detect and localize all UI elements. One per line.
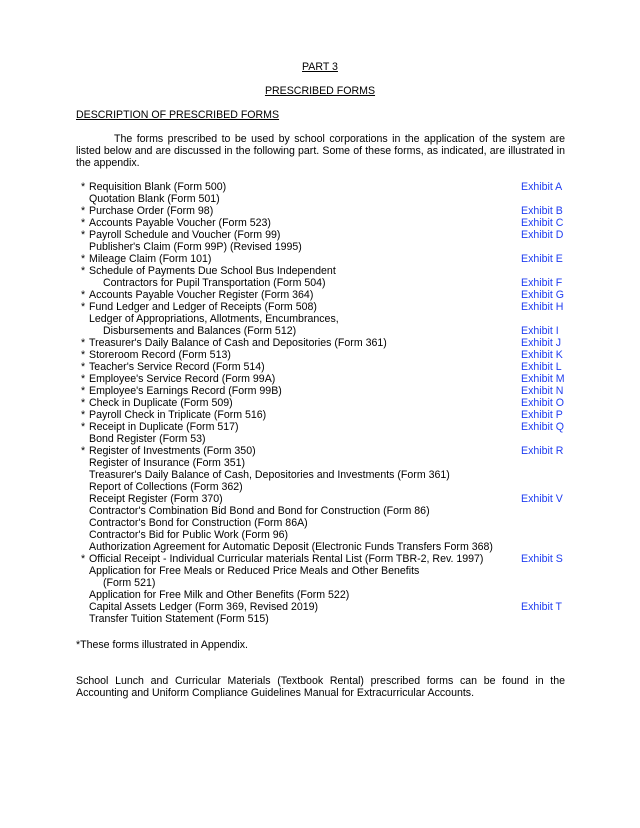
form-list-item (76, 313, 566, 325)
exhibit-link[interactable]: Exhibit M (521, 373, 565, 385)
form-name: Receipt in Duplicate (Form 517) (89, 421, 239, 433)
exhibit-link[interactable]: Exhibit F (521, 277, 563, 289)
form-name: Contractor's Bid for Public Work (Form 96) (89, 529, 289, 541)
form-name: Contractors for Pupil Transportation (Form 504) (103, 277, 326, 289)
exhibit-link[interactable]: Exhibit P (521, 409, 563, 421)
form-list-item (76, 517, 566, 529)
form-name: Payroll Check in Triplicate (Form 516) (89, 409, 267, 421)
exhibit-link[interactable]: Exhibit A (521, 181, 563, 193)
form-name: Contractor's Bond for Construction (Form 86A) (89, 517, 308, 529)
form-list-item (76, 181, 566, 193)
form-list-item (76, 217, 566, 229)
exhibit-link[interactable]: Exhibit J (521, 337, 562, 349)
form-list-item (76, 349, 566, 361)
form-list-item (76, 433, 566, 445)
appendix-asterisk: * (81, 445, 86, 457)
form-name: (Form 521) (103, 577, 156, 589)
form-list-item (76, 505, 566, 517)
form-name: Report of Collections (Form 362) (89, 481, 243, 493)
form-name: Bond Register (Form 53) (89, 433, 206, 445)
appendix-asterisk: * (81, 181, 86, 193)
form-list-item (76, 601, 566, 613)
form-list-item (76, 589, 566, 601)
exhibit-link[interactable]: Exhibit G (521, 289, 564, 301)
appendix-asterisk: * (81, 349, 86, 361)
form-name: Contractor's Combination Bid Bond and Bond for Construction (Form 86) (89, 505, 430, 517)
form-list-item (76, 205, 566, 217)
exhibit-link[interactable]: Exhibit C (521, 217, 564, 229)
form-name: Employee's Earnings Record (Form 99B) (89, 385, 282, 397)
form-name: Publisher's Claim (Form 99P) (Revised 1995) (89, 241, 302, 253)
form-list-item (76, 421, 566, 433)
form-name: Employee's Service Record (Form 99A) (89, 373, 276, 385)
appendix-asterisk: * (81, 217, 86, 229)
form-name: Schedule of Payments Due School Bus Independent (89, 265, 336, 277)
form-list-item (76, 553, 566, 565)
form-name: Storeroom Record (Form 513) (89, 349, 231, 361)
exhibit-link[interactable]: Exhibit E (521, 253, 563, 265)
closing-paragraph: School Lunch and Curricular Materials (Textbook Rental) prescribed forms can be found in the Accounting and Uniform Compliance Guidelines Manual for Extracurricular Accounts. (76, 675, 565, 699)
form-list-item (76, 481, 566, 493)
intro-paragraph: The forms prescribed to be used by school corporations in the application of the system are listed below and are discussed in the following part. Some of these forms, as indicated, are illustrated in the appendix. (76, 133, 565, 169)
form-name: Teacher's Service Record (Form 514) (89, 361, 265, 373)
form-list-item (76, 469, 566, 481)
appendix-asterisk: * (81, 385, 86, 397)
exhibit-link[interactable]: Exhibit K (521, 349, 563, 361)
form-name: Check in Duplicate (Form 509) (89, 397, 233, 409)
form-list-item (76, 325, 566, 337)
exhibit-link[interactable]: Exhibit R (521, 445, 564, 457)
form-name: Transfer Tuition Statement (Form 515) (89, 613, 269, 625)
exhibit-link[interactable]: Exhibit D (521, 229, 564, 241)
page-title: PRESCRIBED FORMS (264, 85, 376, 97)
appendix-asterisk: * (81, 553, 86, 565)
form-name: Purchase Order (Form 98) (89, 205, 214, 217)
form-name: Mileage Claim (Form 101) (89, 253, 212, 265)
exhibit-link[interactable]: Exhibit B (521, 205, 563, 217)
form-list-item (76, 301, 566, 313)
form-list-item (76, 409, 566, 421)
exhibit-link[interactable]: Exhibit H (521, 301, 564, 313)
exhibit-link[interactable]: Exhibit T (521, 601, 563, 613)
form-name: Treasurer's Daily Balance of Cash and Depositories (Form 361) (89, 337, 387, 349)
appendix-asterisk: * (81, 229, 86, 241)
form-list-item (76, 241, 566, 253)
form-name: Quotation Blank (Form 501) (89, 193, 220, 205)
form-list-item (76, 373, 566, 385)
exhibit-link[interactable]: Exhibit S (521, 553, 563, 565)
appendix-asterisk: * (81, 253, 86, 265)
form-list-item (76, 457, 566, 469)
form-list-item (76, 541, 566, 553)
form-name: Capital Assets Ledger (Form 369, Revised 2019) (89, 601, 319, 613)
exhibit-link[interactable]: Exhibit O (521, 397, 564, 409)
exhibit-link[interactable]: Exhibit V (521, 493, 563, 505)
appendix-asterisk: * (81, 397, 86, 409)
form-list-item (76, 265, 566, 277)
part-title: PART 3 (302, 61, 338, 73)
exhibit-link[interactable]: Exhibit L (521, 361, 562, 373)
forms-list (76, 181, 566, 625)
appendix-asterisk: * (81, 361, 86, 373)
form-list-item (76, 361, 566, 373)
appendix-asterisk: * (81, 409, 86, 421)
form-name: Receipt Register (Form 370) (89, 493, 223, 505)
form-name: Payroll Schedule and Voucher (Form 99) (89, 229, 281, 241)
form-name: Fund Ledger and Ledger of Receipts (Form 508) (89, 301, 317, 313)
appendix-asterisk: * (81, 289, 86, 301)
form-name: Ledger of Appropriations, Allotments, Encumbrances, (89, 313, 339, 325)
form-list-item (76, 613, 566, 625)
appendix-asterisk: * (81, 205, 86, 217)
form-list-item (76, 577, 566, 589)
exhibit-link[interactable]: Exhibit Q (521, 421, 564, 433)
form-list-item (76, 253, 566, 265)
form-list-item (76, 193, 566, 205)
form-list-item (76, 397, 566, 409)
form-name: Treasurer's Daily Balance of Cash, Depositories and Investments (Form 361) (89, 469, 450, 481)
footnote: *These forms illustrated in Appendix. (76, 639, 248, 651)
appendix-asterisk: * (81, 337, 86, 349)
form-list-item (76, 565, 566, 577)
form-name: Register of Insurance (Form 351) (89, 457, 246, 469)
form-list-item (76, 493, 566, 505)
form-name: Application for Free Meals or Reduced Price Meals and Other Benefits (89, 565, 420, 577)
form-list-item (76, 445, 566, 457)
exhibit-link[interactable]: Exhibit N (521, 385, 564, 397)
form-list-item (76, 337, 566, 349)
exhibit-link[interactable]: Exhibit I (521, 325, 559, 337)
form-name: Official Receipt - Individual Curricular materials Rental List (Form TBR-2, Rev. 1997) (89, 553, 484, 565)
form-list-item (76, 385, 566, 397)
form-name: Accounts Payable Voucher (Form 523) (89, 217, 271, 229)
form-name: Requisition Blank (Form 500) (89, 181, 227, 193)
form-name: Register of Investments (Form 350) (89, 445, 256, 457)
form-name: Authorization Agreement for Automatic Deposit (Electronic Funds Transfers Form 368) (89, 541, 493, 553)
form-list-item (76, 289, 566, 301)
form-name: Accounts Payable Voucher Register (Form 364) (89, 289, 314, 301)
form-name: Application for Free Milk and Other Benefits (Form 522) (89, 589, 350, 601)
form-name: Disbursements and Balances (Form 512) (103, 325, 297, 337)
form-list-item (76, 277, 566, 289)
form-list-item (76, 529, 566, 541)
appendix-asterisk: * (81, 301, 86, 313)
section-heading: DESCRIPTION OF PRESCRIBED FORMS (76, 109, 280, 121)
appendix-asterisk: * (81, 421, 86, 433)
appendix-asterisk: * (81, 373, 86, 385)
form-list-item (76, 229, 566, 241)
appendix-asterisk: * (81, 265, 86, 277)
